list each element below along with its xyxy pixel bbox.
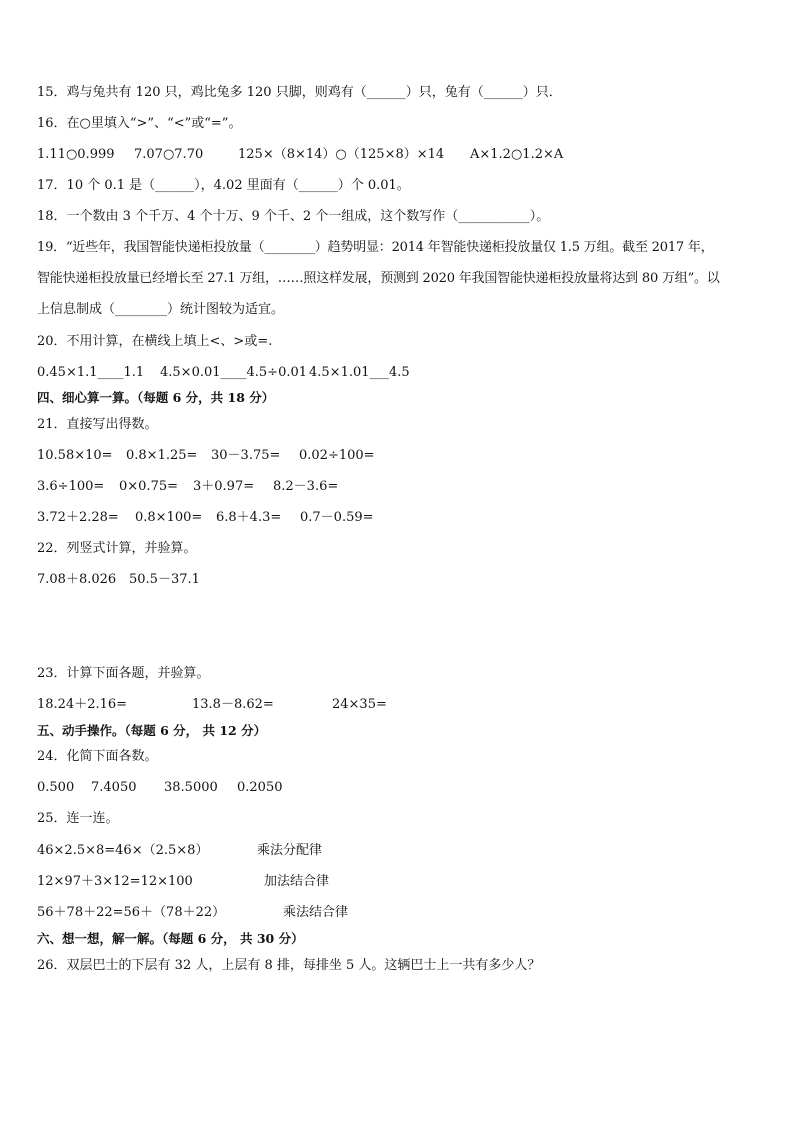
question-19-line2: 智能快递柜投放量已经增长至 27.1 万组，……照这样发展，预测到 2020 年我国智能快递柜投放量将达到 80 万组”。以: [37, 271, 720, 286]
match-row: [37, 905, 348, 921]
section-4-heading: 四、细心算一算。（每题 6 分，共 18 分）: [37, 390, 275, 405]
fill-item: 4.5×1.01___4.5: [309, 365, 410, 380]
vertical-calc-item: 50.5－37.1: [129, 572, 200, 587]
match-left: 12×97＋3×12=12×100: [37, 874, 193, 889]
question-24-items: [37, 780, 283, 796]
compare-item: 7.07○7.70: [134, 147, 204, 162]
question-25-stem: 25．连一连。: [37, 811, 119, 826]
calc-item: 3＋0.97=: [193, 479, 255, 494]
match-right: 加法结合律: [264, 874, 330, 889]
section-6-heading: 六、想一想，解一解。（每题 6 分， 共 30 分）: [37, 931, 304, 946]
match-left: 56＋78＋22=56＋（78＋22）: [37, 905, 226, 920]
simplify-item: 0.500: [37, 780, 75, 795]
question-16-items: [37, 147, 563, 163]
question-23-stem: 23．计算下面各题，并验算。: [37, 666, 210, 681]
match-right: 乘法结合律: [283, 905, 349, 920]
match-right: 乘法分配律: [257, 843, 323, 858]
compare-item: 1.11○0.999: [37, 147, 115, 162]
fill-item: 0.45×1.1____1.1: [37, 365, 145, 380]
simplify-item: 7.4050: [91, 780, 137, 795]
calc-item: 30－3.75=: [211, 448, 281, 463]
calc-item: 3.6÷100=: [37, 479, 105, 494]
question-24-stem: 24．化简下面各数。: [37, 749, 158, 764]
question-21-stem: 21．直接写出得数。: [37, 417, 158, 432]
calc-item: 18.24＋2.16=: [37, 697, 128, 712]
question-20-items: [37, 365, 410, 381]
question-22-items: [37, 572, 200, 588]
question-18: 18．一个数由 3 个千万、4 个十万、9 个千、2 个一组成，这个数写作（___________）。: [37, 209, 550, 224]
compare-item: A×1.2○1.2×A: [470, 147, 564, 162]
fill-item: 4.5×0.01____4.5÷0.01: [160, 365, 308, 380]
simplify-item: 0.2050: [237, 780, 283, 795]
question-17: 17．10 个 0.1 是（______），4.02 里面有（______）个 0.01。: [37, 178, 410, 193]
calc-item: 24×35=: [332, 697, 387, 712]
calc-row: [37, 479, 338, 495]
section-5-heading: 五、动手操作。（每题 6 分， 共 12 分）: [37, 723, 267, 738]
compare-item: 125×（8×14）○（125×8）×14: [238, 147, 445, 162]
simplify-item: 38.5000: [164, 780, 218, 795]
question-20-stem: 20．不用计算，在横线上填上<、>或=.: [37, 334, 273, 349]
question-22-stem: 22．列竖式计算，并验算。: [37, 541, 197, 556]
calc-row: [37, 448, 375, 464]
match-row: [37, 843, 322, 859]
calc-item: 3.72＋2.28=: [37, 510, 119, 525]
calc-item: 0.8×100=: [135, 510, 203, 525]
calc-row: [37, 510, 374, 526]
calc-item: 13.8－8.62=: [192, 697, 274, 712]
match-row: [37, 874, 329, 890]
calc-item: 0.7－0.59=: [300, 510, 374, 525]
vertical-calc-item: 7.08＋8.026: [37, 572, 117, 587]
calc-item: 0.02÷100=: [299, 448, 375, 463]
question-26: 26．双层巴士的下层有 32 人，上层有 8 排，每排坐 5 人。这辆巴士上一共有多少人？: [37, 958, 541, 973]
question-19-line1: 19．“近些年，我国智能快递柜投放量（________）趋势明显：2014 年智能快递柜投放量仅 1.5 万组。截至 2017 年，: [37, 240, 714, 255]
question-16-stem: 16．在○里填入“>”、“<”或“=”。: [37, 116, 242, 131]
question-23-items: [37, 697, 387, 713]
question-15: 15．鸡与兔共有 120 只，鸡比兔多 120 只脚，则鸡有（______）只，兔有（______）只．: [37, 85, 562, 100]
calc-item: 8.2－3.6=: [273, 479, 339, 494]
calc-item: 10.58×10=: [37, 448, 113, 463]
question-19-line3: 上信息制成（________）统计图较为适宜。: [37, 302, 285, 317]
calc-item: 0×0.75=: [119, 479, 179, 494]
calc-item: 6.8＋4.3=: [216, 510, 282, 525]
calc-item: 0.8×1.25=: [126, 448, 198, 463]
match-left: 46×2.5×8=46×（2.5×8）: [37, 843, 209, 858]
